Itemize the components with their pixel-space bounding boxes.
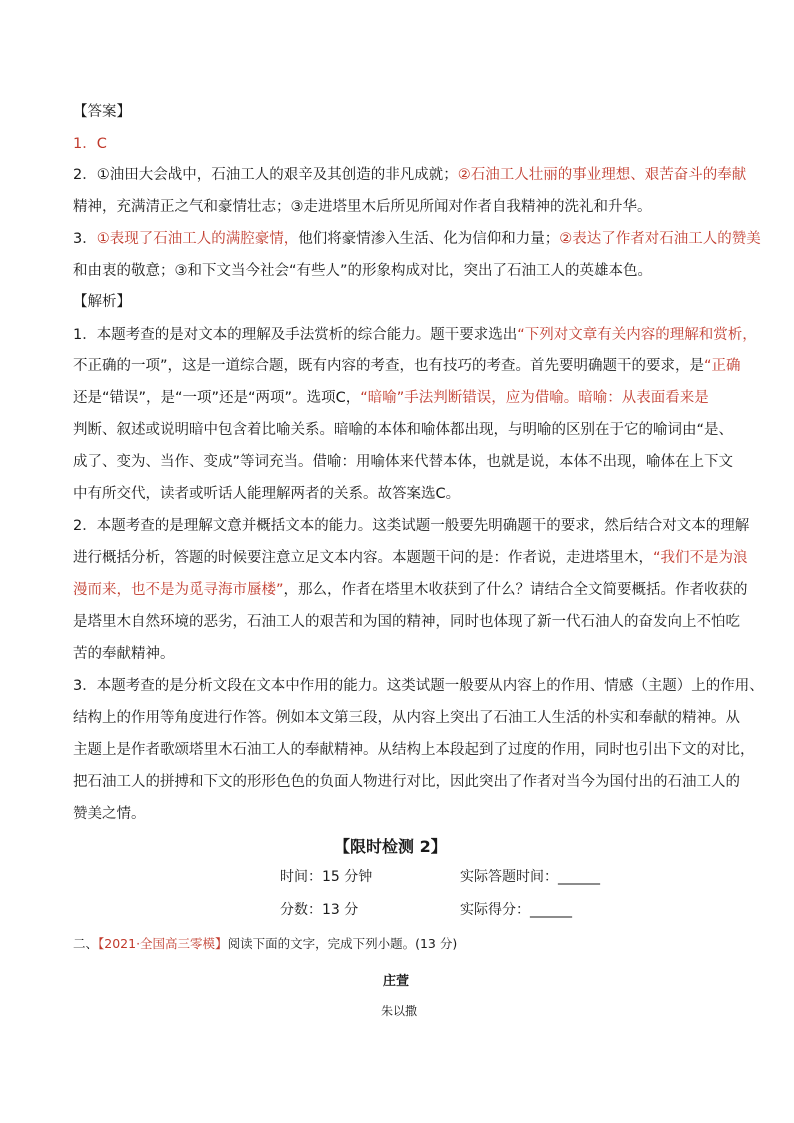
source-tag: 【2021·全国高三零模】 [98, 936, 228, 951]
analysis-1-line: 中有所交代，读者或听话人能理解两者的关系。故答案选C。 [73, 486, 461, 502]
answer-2-point-2: ②石油工人壮丽的事业理想、艰苦奋斗的奉献 [457, 167, 747, 183]
answer-3-point-1a: ①表现了石油工人的满腔豪情， [96, 231, 299, 247]
test-title: 【限时检测 2】 [334, 837, 447, 856]
analysis-2-line: 漫而来，也不是为觅寻海市蜃楼”，那么，作者在塔里木收获到了什么？请结合全文简要概括。作者收获的 [73, 582, 748, 598]
passage-author: 朱以撒 [381, 1004, 418, 1018]
answer-2-point-1: ①油田大会战中，石油工人的艰辛及其创造的非凡成就； [96, 167, 458, 183]
analysis-2-line: 进行概括分析，答题的时候要注意立足文本内容。本题题干问的是：作者说，走进塔里木，“我们不是为浪 [73, 550, 748, 566]
analysis-2-line: 2．本题考查的是理解文意并概括文本的能力。这类试题一般要先明确题干的要求，然后结合对文本的理解 [73, 518, 750, 534]
total-score: 分数：13 分 [280, 902, 359, 918]
analysis-3-line: 结构上的作用等角度进行作答。例如本文第三段，从内容上突出了石油工人生活的朴实和奉献的精神。从 [73, 710, 740, 726]
answer-2-number: 2． [73, 167, 97, 183]
answer-3-line-2: 和由衷的敬意；③和下文当今社会“有些人”的形象构成对比，突出了石油工人的英雄本色。 [73, 263, 653, 279]
analysis-2-line: 是塔里木自然环境的恶劣，石油工人的艰苦和为国的精神，同时也体现了新一代石油人的奋发向上不怕吃 [73, 614, 740, 630]
passage-title: 庄萱 [383, 974, 410, 989]
answer-3-point-1b: 他们将豪情渗入生活、化为信仰和力量； [298, 231, 560, 247]
answer-2-line-2: 精神，充满清正之气和豪情壮志；③走进塔里木后所见所闻对作者自我精神的洗礼和升华。 [73, 199, 652, 215]
answer-heading: 【答案】 [73, 104, 131, 120]
analysis-2-line: 苦的奉献精神。 [73, 646, 175, 662]
answer-1: 1．C [73, 136, 107, 152]
analysis-3-line: 主题上是作者歌颂塔里木石油工人的奉献精神。从结构上本段起到了过度的作用，同时也引出下文的对比， [73, 742, 755, 758]
instruction-text: 阅读下面的文字，完成下列小题。(13 分) [227, 936, 458, 951]
actual-time: 实际答题时间：______ [460, 869, 600, 885]
time-limit: 时间：15 分钟 [280, 869, 373, 885]
actual-score: 实际得分：______ [460, 902, 572, 918]
answer-3-number: 3． [73, 231, 97, 247]
analysis-1-line: 还是“错误”，是“一项”还是“两项”。选项C，“暗喻”手法判断错误，应为借喻。暗喻：从表面看来是 [73, 390, 709, 406]
section-2-instruction [73, 934, 457, 952]
analysis-1-line: 不正确的一项”，这是一道综合题，既有内容的考查，也有技巧的考查。首先要明确题干的要求，是“正确 [73, 358, 741, 374]
analysis-3-line: 3．本题考查的是分析文段在文本中作用的能力。这类试题一般要从内容上的作用、情感（主题）上的作用、 [73, 678, 764, 694]
analysis-3-line: 赞美之情。 [73, 806, 146, 822]
answer-3-line-1 [73, 229, 761, 249]
section-number: 二、 [73, 936, 99, 951]
answer-2-line-1 [73, 165, 746, 185]
analysis-1-line: 1．本题考查的是对文本的理解及手法赏析的综合能力。题干要求选出“下列对文章有关内容的理解和赏析， [73, 327, 757, 343]
analysis-1-line: 成了、变为、当作、变成”等词充当。借喻：用喻体来代替本体，也就是说，本体不出现，喻体在上下文 [73, 454, 734, 470]
analysis-1-line: 判断、叙述或说明暗中包含着比喻关系。暗喻的本体和喻体都出现，与明喻的区别在于它的喻词由“是、 [73, 422, 734, 438]
analysis-heading: 【解析】 [73, 294, 131, 310]
answer-3-point-2: ②表达了作者对石油工人的赞美 [559, 231, 761, 247]
analysis-3-line: 把石油工人的拼搏和下文的形形色色的负面人物进行对比，因此突出了作者对当今为国付出的石油工人的 [73, 774, 740, 790]
